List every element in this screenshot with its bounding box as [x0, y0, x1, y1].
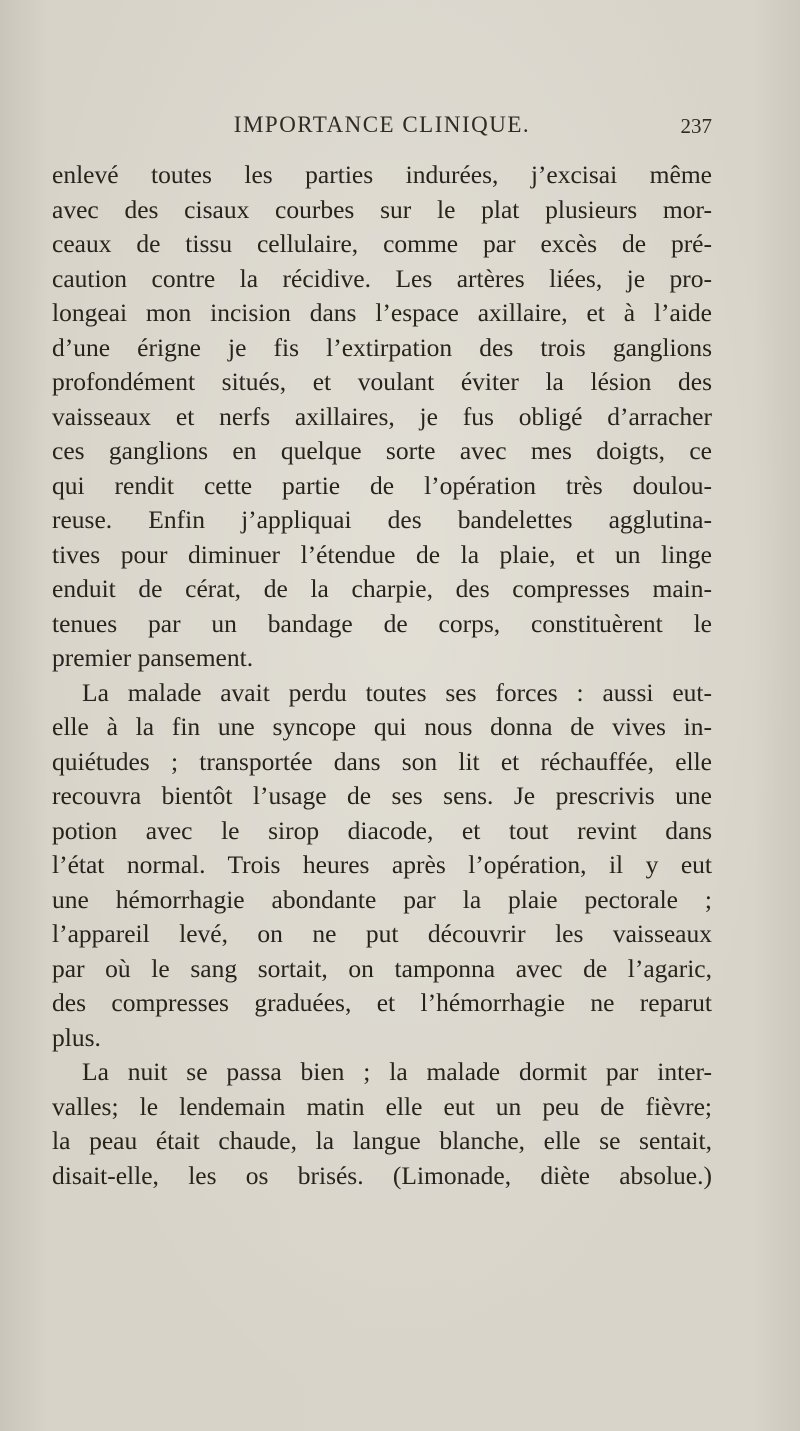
text-line: La malade avait perdu toutes ses forces : aussi eut- — [82, 677, 712, 707]
text-line: caution contre la récidive. Les artères liées, je pro- — [52, 263, 712, 293]
text-line: recouvra bientôt l’usage de ses sens. Je prescrivis une — [52, 781, 712, 810]
text-line: enlevé toutes les parties indurées, j’excisai même — [52, 160, 712, 189]
text-line: profondément situés, et voulant éviter la lésion des — [52, 367, 712, 396]
text-line: l’appareil levé, on ne put découvrir les vaisseaux — [52, 919, 712, 948]
text-line: la peau était chaude, la langue blanche, elle se sentait, — [52, 1126, 712, 1155]
text-line: tives pour diminuer l’étendue de la plaie, et un linge — [52, 539, 712, 569]
text-line: disait-elle, les os brisés. (Limonade, diète absolue.) — [52, 1160, 712, 1190]
text-line: valles; le lendemain matin elle eut un peu de fièvre; — [52, 1091, 712, 1121]
text-line: ceaux de tissu cellulaire, comme par excès de pré- — [52, 229, 712, 258]
text-line: quiétudes ; transportée dans son lit et réchauffée, elle — [52, 746, 712, 776]
text-line: potion avec le sirop diacode, et tout revint dans — [52, 815, 712, 845]
text-line: longeai mon incision dans l’espace axillaire, et à l’aide — [52, 298, 712, 327]
text-line: d’une érigne je fis l’extirpation des trois ganglions — [52, 332, 712, 362]
text-line: La nuit se passa bien ; la malade dormit par inter- — [82, 1057, 712, 1086]
text-line: avec des cisaux courbes sur le plat plusieurs mor- — [52, 194, 712, 224]
page-number: 237 — [680, 114, 712, 138]
text-line: des compresses graduées, et l’hémorrhagie ne reparut — [52, 988, 712, 1017]
text-line: ces ganglions en quelque sorte avec mes doigts, ce — [52, 436, 712, 465]
text-line: une hémorrhagie abondante par la plaie pectorale ; — [52, 884, 712, 914]
text-line: l’état normal. Trois heures après l’opération, il y eut — [52, 850, 712, 879]
text-line: plus. — [52, 1022, 101, 1052]
text-line: vaisseaux et nerfs axillaires, je fus obligé d’arracher — [52, 401, 712, 431]
text-line: par où le sang sortait, on tamponna avec de l’agaric, — [52, 953, 712, 983]
text-line: qui rendit cette partie de l’opération très doulou- — [52, 470, 712, 500]
text-line: elle à la fin une syncope qui nous donna de vives in- — [52, 712, 712, 741]
running-head: IMPORTANCE CLINIQUE. — [233, 112, 531, 137]
text-line: enduit de cérat, de la charpie, des compresses main- — [52, 574, 712, 603]
body-text — [52, 158, 712, 1193]
page-header — [52, 112, 712, 146]
text-line: premier pansement. — [52, 643, 254, 672]
text-line: tenues par un bandage de corps, constituèrent le — [52, 608, 712, 638]
text-line: reuse. Enfin j’appliquai des bandelettes agglutina- — [52, 505, 712, 534]
